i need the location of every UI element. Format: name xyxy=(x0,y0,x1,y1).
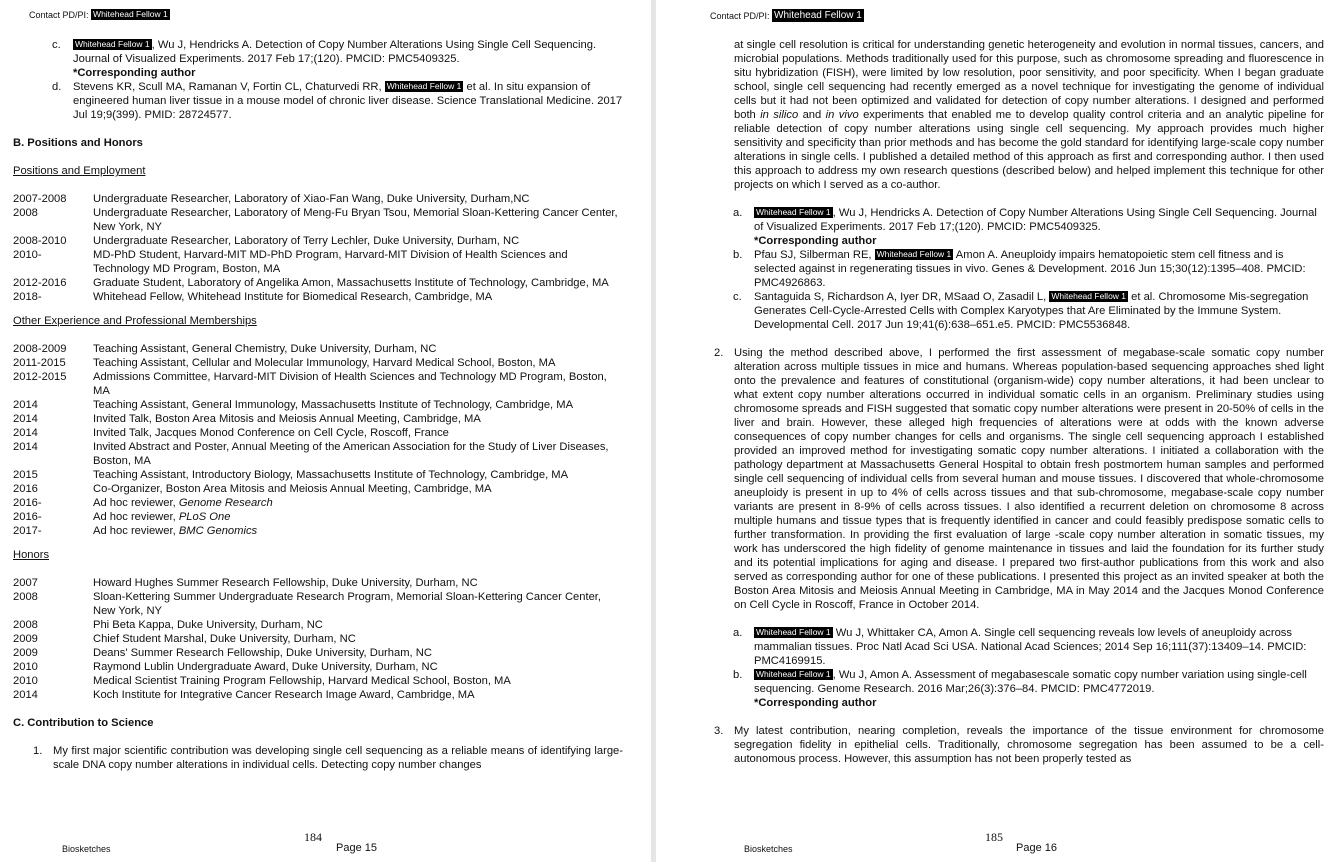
page-number: 184 xyxy=(304,830,322,844)
entry-text: Teaching Assistant, General Immunology, Massachusetts Institute of Technology, Cambridge, MA xyxy=(93,399,574,411)
list-item xyxy=(13,290,623,304)
list-item xyxy=(13,234,623,248)
year: 2009 xyxy=(13,633,38,645)
entry-text: Teaching Assistant, Cellular and Molecular Immunology, Harvard Medical School, Boston, MA xyxy=(93,357,556,369)
entry-text: Invited Abstract and Poster, Annual Meeting of the American Association for the Study of Liver Diseases, Boston, MA xyxy=(93,441,609,467)
honors-list xyxy=(13,576,623,702)
list-item xyxy=(13,510,623,524)
entry-text: Undergraduate Researcher, Laboratory of Terry Lechler, Duke University, Durham, NC xyxy=(93,235,520,247)
list-item xyxy=(13,398,623,412)
page-label: Page 15 xyxy=(336,842,377,854)
intro-text: and xyxy=(798,109,826,121)
year: 2008-2009 xyxy=(13,343,67,355)
entry-text: Deans' Summer Research Fellowship, Duke University, Durham, NC xyxy=(93,647,432,659)
page-16 xyxy=(656,0,1325,862)
list-item xyxy=(13,590,623,618)
year: 2015 xyxy=(13,469,38,481)
reference-letter: d. xyxy=(52,81,62,93)
year: 2007 xyxy=(13,577,38,589)
positions-list xyxy=(13,192,623,304)
list-item xyxy=(13,440,623,468)
entry-text: Undergraduate Researcher, Laboratory of Meng-Fu Bryan Tsou, Memorial Sloan-Kettering Cancer Center, New York, NY xyxy=(93,207,618,233)
entry-text: Co-Organizer, Boston Area Mitosis and Meiosis Annual Meeting, Cambridge, MA xyxy=(93,483,492,495)
reference-item xyxy=(714,668,1324,710)
reference-letter: b. xyxy=(733,249,743,261)
year: 2014 xyxy=(13,413,38,425)
list-item xyxy=(13,618,623,632)
list-item xyxy=(13,468,623,482)
entry-text: Admissions Committee, Harvard-MIT Division of Health Sciences and Technology MD Program, Boston, MA xyxy=(93,371,607,397)
year: 2008 xyxy=(13,619,38,631)
journal-name: PLoS One xyxy=(178,511,231,523)
header xyxy=(710,9,864,22)
item-number: 2. xyxy=(714,347,724,359)
entry-text: Sloan-Kettering Summer Undergraduate Research Program, Memorial Sloan-Kettering Cancer Center, New York, NY xyxy=(93,591,602,617)
redaction-box: Whitehead Fellow 1 xyxy=(756,669,831,679)
year: 2016- xyxy=(13,511,42,523)
journal-name: BMC Genomics xyxy=(178,525,258,537)
year: 2010- xyxy=(13,249,42,261)
entry-text: Invited Talk, Boston Area Mitosis and Meiosis Annual Meeting, Cambridge, MA xyxy=(93,413,481,425)
intro-italic: in silico xyxy=(760,109,799,121)
entry-text: Koch Institute for Integrative Cancer Research Image Award, Cambridge, MA xyxy=(93,689,475,701)
list-item xyxy=(13,206,623,234)
item-number: 3. xyxy=(714,725,724,737)
intro-paragraph xyxy=(734,38,1324,192)
redaction-box: Whitehead Fellow 1 xyxy=(756,207,831,217)
year: 2010 xyxy=(13,675,38,687)
list-item xyxy=(13,342,623,356)
positions-heading: Positions and Employment xyxy=(13,165,146,177)
list-item xyxy=(13,426,623,440)
year: 2010 xyxy=(13,661,38,673)
footer-label: Biosketches xyxy=(744,844,793,854)
entry-text: Invited Talk, Jacques Monod Conference on Cell Cycle, Roscoff, France xyxy=(93,427,449,439)
other-experience-list xyxy=(13,342,623,538)
reference-text: , Wu J, Amon A. Assessment of megabasescale somatic copy number variation using single-cell sequencing. Genome Research. 2016 Mar;26(3):376–84. PMCID: PMC4772019. xyxy=(754,669,1307,695)
redaction-box: Whitehead Fellow 1 xyxy=(876,249,952,259)
reference-item xyxy=(714,206,1324,248)
list-item xyxy=(13,646,623,660)
contribution-item xyxy=(714,346,1324,612)
reference-item xyxy=(13,80,623,122)
entry-text: Ad hoc reviewer, xyxy=(93,511,179,523)
contribution-text: My first major scientific contribution was developing single cell sequencing as a reliable means of identifying large-scale DNA copy number alterations in individual cells. Detecting copy number changes xyxy=(53,745,623,771)
section-heading-b: B. Positions and Honors xyxy=(13,137,143,149)
year: 2012-2015 xyxy=(13,371,67,383)
redaction-box: Whitehead Fellow 1 xyxy=(756,627,831,637)
year: 2008 xyxy=(13,591,38,603)
year: 2018- xyxy=(13,291,42,303)
entry-text: Howard Hughes Summer Research Fellowship, Duke University, Durham, NC xyxy=(93,577,478,589)
entry-text: Graduate Student, Laboratory of Angelika Amon, Massachusetts Institute of Technology, Cambridge, MA xyxy=(93,277,609,289)
reference-item xyxy=(714,290,1324,332)
list-item xyxy=(13,192,623,206)
year: 2008-2010 xyxy=(13,235,67,247)
contribution-text: Using the method described above, I performed the first assessment of megabase-scale somatic copy number alteration across multiple tissues in mice and humans. Whereas population-based sequencing approaches shed light onto the prevalence and features of constitutional (organism-wide) copy number alterations, it had been unclear to what extent copy number alterations occurred in individual somatic cells in an organism. Preliminary studies using chromosome spreads and FISH suggested that somatic copy number alterations were present in 20-50% of cells in the liver and brain. However, these alleged high frequencies of alterations were at odds with the known adverse consequences of copy number changes for cells and organisms. The single cell sequencing approach I established provided an improved method for investigating somatic copy number alterations. I initiated a collaboration with the pathology department at Massachusetts General Hospital to obtain fresh postmortem human samples and performed single cell sequencing of individual cells from several human and mouse tissues. I discovered that whole-chromosome aneuploidy is present in up to 4% of cells across tissues and that sub-chromosome, megabase-scale copy number variants are present in 8-9% of cells across tissues. I also identified a recurrent deletion on chromosome 8 across multiple humans and tissue types that is frequently identified in cancer and could feasibly predispose somatic cells to further transformation. In providing the first evaluation of large -scale copy number alteration in somatic tissues, my work has underscored the high fidelity of genome maintenance in tissues and laid the foundation for its further study and its potential implications for aging and disease. I prepared two first-author publications from this work and also served as corresponding author for one of these publications. I presented this project as an invited speaker at both the Boston Area Mitosis and Meiosis Annual Meeting in Cambridge, MA in May 2014 and the Jacques Monod Conference on Cell Cycle in Roscoff, France in October 2014. xyxy=(734,347,1324,611)
list-item xyxy=(13,496,623,510)
entry-text: Chief Student Marshal, Duke University, Durham, NC xyxy=(93,633,356,645)
entry-text: Ad hoc reviewer, xyxy=(93,497,179,509)
corresponding-note: *Corresponding author xyxy=(754,697,877,709)
reference-letter: c. xyxy=(52,39,61,51)
reference-text: , Wu J, Hendricks A. Detection of Copy Number Alterations Using Single Cell Sequencing. Journal of Visualized Experiments. 2017 Feb 17;(120). PMCID: PMC5409325. xyxy=(73,39,597,65)
reference-text: et al. Chromosome Mis-segregation Generates Cell-Cycle-Arrested Cells with Complex Karyotypes that Are Eliminated by the Immune System. Developmental Cell. 2017 Jun 19;41(6):638–651.e5. PMCID: PMC5536848. xyxy=(754,291,1309,331)
contribution-item xyxy=(714,724,1324,766)
entry-text: Undergraduate Researcher, Laboratory of Xiao-Fan Wang, Duke University, Durham,NC xyxy=(93,193,530,205)
page-body xyxy=(714,38,1324,766)
year: 2007-2008 xyxy=(13,193,67,205)
year: 2017- xyxy=(13,525,42,537)
reference-letter: a. xyxy=(733,627,743,639)
page-body xyxy=(13,38,623,772)
reference-authors: Santaguida S, Richardson A, Iyer DR, MSaad O, Zasadil L, xyxy=(754,291,1050,303)
entry-text: Phi Beta Kappa, Duke University, Durham, NC xyxy=(93,619,323,631)
entry-text: Whitehead Fellow, Whitehead Institute for Biomedical Research, Cambridge, MA xyxy=(93,291,493,303)
entry-text: Teaching Assistant, General Chemistry, Duke University, Durham, NC xyxy=(93,343,437,355)
header xyxy=(29,9,170,20)
contribution-item xyxy=(33,744,623,772)
list-item xyxy=(13,248,623,276)
year: 2012-2016 xyxy=(13,277,67,289)
reference-authors: Stevens KR, Scull MA, Ramanan V, Fortin CL, Chaturvedi RR, xyxy=(73,81,385,93)
list-item xyxy=(13,688,623,702)
year: 2009 xyxy=(13,647,38,659)
list-item xyxy=(13,576,623,590)
journal-name: Genome Research xyxy=(178,497,273,509)
list-item xyxy=(13,482,623,496)
reference-letter: b. xyxy=(733,669,743,681)
redaction-box: Whitehead Fellow 1 xyxy=(386,81,462,91)
honors-heading: Honors xyxy=(13,549,50,561)
corresponding-note: *Corresponding author xyxy=(754,235,877,247)
entry-text: MD-PhD Student, Harvard-MIT MD-PhD Program, Harvard-MIT Division of Health Sciences and Technology MD Program, Boston, MA xyxy=(93,249,568,275)
entry-text: Ad hoc reviewer, xyxy=(93,525,179,537)
entry-text: Medical Scientist Training Program Fellowship, Harvard Medical School, Boston, MA xyxy=(93,675,511,687)
reference-text: Amon A. Aneuploidy impairs hematopoietic stem cell fitness and is selected against in regenerating tissues in vivo. Genes & Development. 2016 Jun 15;30(12):1395–408. PMCID: PMC4926863. xyxy=(754,249,1306,289)
year: 2014 xyxy=(13,427,38,439)
list-item xyxy=(13,674,623,688)
list-item xyxy=(13,632,623,646)
reference-item xyxy=(13,38,623,80)
year: 2014 xyxy=(13,689,38,701)
reference-authors: Pfau SJ, Silberman RE, xyxy=(754,249,875,261)
page-label: Page 16 xyxy=(1016,842,1057,854)
contribution-text: My latest contribution, nearing completion, reveals the importance of the tissue environment for chromosome segregation fidelity in epithelial cells. Traditionally, chromosome segregation has been assumed to be a cell-autonomous process. However, this assumption has not been properly tested as xyxy=(734,725,1324,765)
redaction-box: Whitehead Fellow 1 xyxy=(774,10,862,21)
intro-text: at single cell resolution is critical for understanding genetic heterogeneity and evolution in normal tissues, cancers, and microbial populations. Methods traditionally used for this purpose, such as chromosome spreading and fluorescence in situ hybridization (FISH), were limited by low resolution, poor sensitivity, and poor specificity. When I began graduate school, single cell sequencing had recently emerged as a novel technique for investigating the genome of individual cells but it had not been optimized and validated for detection of copy number alterations. I designed and performed both xyxy=(734,39,1324,121)
page-15 xyxy=(0,0,651,862)
corresponding-note: *Corresponding author xyxy=(73,67,196,79)
list-item xyxy=(13,524,623,538)
redaction-box: Whitehead Fellow 1 xyxy=(1051,291,1127,301)
year: 2008 xyxy=(13,207,38,219)
redaction-box: Whitehead Fellow 1 xyxy=(75,39,150,49)
reference-item xyxy=(714,248,1324,290)
reference-letter: a. xyxy=(733,207,743,219)
section-heading-c: C. Contribution to Science xyxy=(13,717,154,729)
year: 2016- xyxy=(13,497,42,509)
entry-text: Raymond Lublin Undergraduate Award, Duke University, Durham, NC xyxy=(93,661,438,673)
year: 2011-2015 xyxy=(13,357,66,369)
list-item xyxy=(13,660,623,674)
reference-text: , Wu J, Hendricks A. Detection of Copy Number Alterations Using Single Cell Sequencing. Journal of Visualized Experiments. 2017 Feb 17;(120). PMCID: PMC5409325. xyxy=(754,207,1317,233)
list-item xyxy=(13,276,623,290)
header-label: Contact PD/PI: xyxy=(710,11,770,21)
year: 2016 xyxy=(13,483,38,495)
item-number: 1. xyxy=(33,745,43,757)
reference-item xyxy=(714,626,1324,668)
footer-label: Biosketches xyxy=(62,844,111,854)
list-item xyxy=(13,370,623,398)
page-number: 185 xyxy=(985,830,1003,844)
reference-text: et al. In situ expansion of engineered human liver tissue in a mouse model of chronic liver disease. Science Translational Medicine. 2017 Jul 19;9(399). PMID: 28724577. xyxy=(73,81,623,121)
other-experience-heading: Other Experience and Professional Memberships xyxy=(13,315,257,327)
intro-text: experiments that enabled me to develop quality control criteria and an analytic pipeline for reliable detection of copy number alterations using single cell sequencing. My approach provides much higher sensitivity and specificity than prior methods and has become the gold standard for identifying large-scale copy number alterations in single cells. I published a detailed method of this approach as first and corresponding author. I then used this approach to address my own research questions (described below) and helped implement this technique for other projects on which I served as a co-author. xyxy=(734,109,1324,191)
year: 2014 xyxy=(13,399,38,411)
list-item xyxy=(13,356,623,370)
header-label: Contact PD/PI: xyxy=(29,10,89,20)
reference-letter: c. xyxy=(733,291,742,303)
redaction-box: Whitehead Fellow 1 xyxy=(93,9,168,19)
list-item xyxy=(13,412,623,426)
intro-italic: in vivo xyxy=(825,109,859,121)
entry-text: Teaching Assistant, Introductory Biology, Massachusetts Institute of Technology, Cambridge, MA xyxy=(93,469,569,481)
reference-text: Wu J, Whittaker CA, Amon A. Single cell sequencing reveals low levels of aneuploidy across mammalian tissues. Proc Natl Acad Sci USA. National Acad Sciences; 2014 Sep 16;111(37):13409–14. PMCID: PMC4169915. xyxy=(754,627,1307,667)
year: 2014 xyxy=(13,441,38,453)
